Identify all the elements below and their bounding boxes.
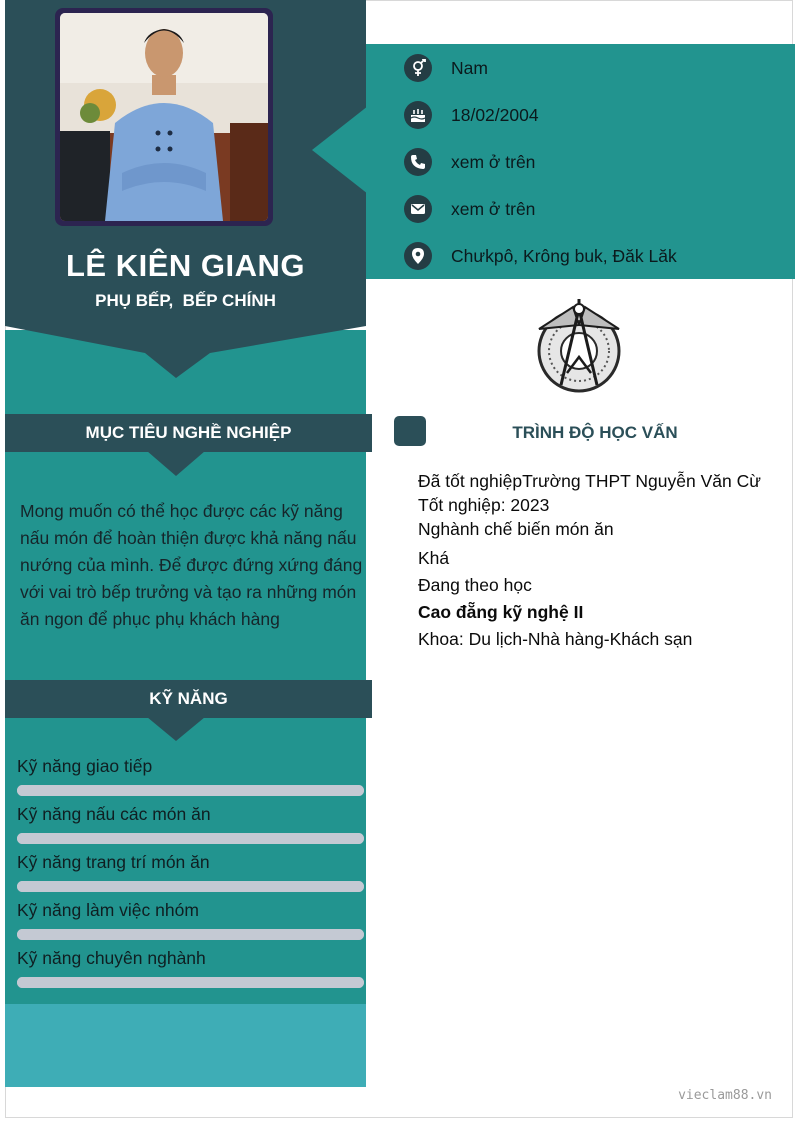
gender-icon — [404, 54, 432, 82]
school-logo — [533, 295, 625, 395]
contact-panel-pointer — [312, 106, 368, 194]
education-title: TRÌNH ĐỘ HỌC VẤN — [512, 423, 678, 442]
education-school: Đã tốt nghiệpTrường THPT Nguyễn Văn Cừ — [418, 471, 761, 491]
contact-text: Nam — [451, 57, 488, 78]
contact-email — [404, 194, 535, 224]
contact-gender — [404, 53, 488, 83]
skill-label: Kỹ năng làm việc nhóm — [17, 900, 199, 920]
skill-bar — [17, 929, 364, 940]
avatar — [60, 13, 268, 221]
contact-text: xem ở trên — [451, 151, 536, 172]
birthday-cake-icon — [404, 101, 432, 129]
objective-header — [5, 414, 372, 452]
skills-header — [5, 680, 372, 718]
contact-text: xem ở trên — [451, 198, 536, 219]
skill-bar — [17, 785, 364, 796]
objective-text: Mong muốn có thể học được các kỹ năng nấu món để hoàn thiện được khả năng nấu nướng của mình. Để được đứng xứng đáng với vai trò bếp trưởng và tạo ra những món ăn ngon để phục phụ khách hàng — [20, 501, 363, 629]
contact-phone — [404, 147, 535, 177]
skill-label: Kỹ năng trang trí món ăn — [17, 852, 210, 872]
contact-text: Chưkpô, Krông buk, Đăk Lăk — [451, 245, 677, 266]
skill-label: Kỹ năng giao tiếp — [17, 756, 153, 776]
objective-header-pointer — [147, 451, 205, 476]
education-faculty: Khoa: Du lịch-Nhà hàng-Khách sạn — [418, 629, 693, 649]
candidate-name: LÊ KIÊN GIANG — [65, 248, 305, 283]
contact-birthday — [404, 100, 539, 130]
skill-label: Kỹ năng nấu các món ăn — [17, 804, 211, 824]
education-major: Nghành chế biến món ăn — [418, 519, 614, 539]
skill-bar-fill — [17, 977, 364, 988]
skill-bar-fill — [17, 833, 364, 844]
contact-address — [404, 241, 677, 271]
skill-bar-fill — [17, 881, 364, 892]
location-pin-icon — [404, 242, 432, 270]
education-graduated: Tốt nghiệp: 2023 — [418, 495, 550, 515]
skills-header-pointer — [147, 717, 205, 741]
skills-title: KỸ NĂNG — [149, 689, 228, 708]
phone-icon — [404, 148, 432, 176]
education-status: Đang theo học — [418, 575, 532, 595]
left-column-footer-block — [5, 1004, 366, 1087]
skill-bar-fill — [17, 785, 364, 796]
watermark: vieclam88.vn — [678, 1088, 772, 1103]
education-rank: Khá — [418, 548, 450, 568]
contact-text: 18/02/2004 — [451, 104, 539, 125]
skill-bar — [17, 833, 364, 844]
skill-bar — [17, 977, 364, 988]
skill-bar-fill — [17, 929, 364, 940]
chef-portrait-image — [60, 13, 268, 221]
skill-label: Kỹ năng chuyên nghành — [17, 948, 206, 968]
email-icon — [404, 195, 432, 223]
job-title: PHỤ BẾP, BẾP CHÍNH — [95, 291, 276, 310]
education-marker — [394, 416, 426, 446]
education-college: Cao đẵng kỹ nghệ II — [418, 602, 584, 622]
skill-bar — [17, 881, 364, 892]
objective-title: MỤC TIÊU NGHỀ NGHIỆP — [85, 423, 292, 442]
